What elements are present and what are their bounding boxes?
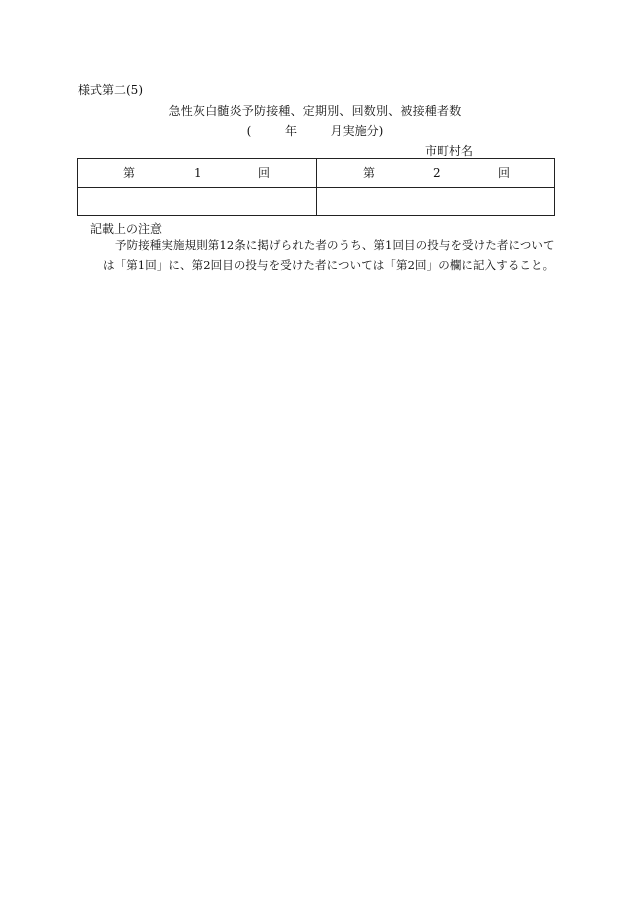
period-line: [0, 125, 630, 137]
header-1-suffix: 回: [258, 166, 271, 180]
municipality-label: 市町村名: [425, 144, 474, 158]
period-open-paren: (: [246, 124, 252, 138]
header-2-prefix: 第: [363, 166, 376, 180]
header-2-suffix: 回: [498, 166, 511, 180]
header-1-number: 1: [194, 166, 202, 180]
period-year-label: 年: [284, 124, 297, 138]
notes-line-1: 予防接種実施規則第12条に掲げられた者のうち、第1回目の投与を受けた者について: [115, 238, 555, 252]
document-title: 急性灰白髄炎予防接種、定期別、回数別、被接種者数: [168, 104, 462, 118]
table-column-divider: [316, 159, 317, 215]
header-2-number: 2: [433, 166, 441, 180]
count-table: [77, 158, 555, 216]
period-month-label: 月実施分): [330, 124, 384, 138]
header-1-prefix: 第: [123, 166, 136, 180]
notes-heading: 記載上の注意: [90, 222, 163, 236]
notes-line-2: は「第1回」に、第2回目の投与を受けた者については「第2回」の欄に記入すること。: [103, 258, 555, 272]
form-label: 様式第二(5): [78, 83, 143, 97]
